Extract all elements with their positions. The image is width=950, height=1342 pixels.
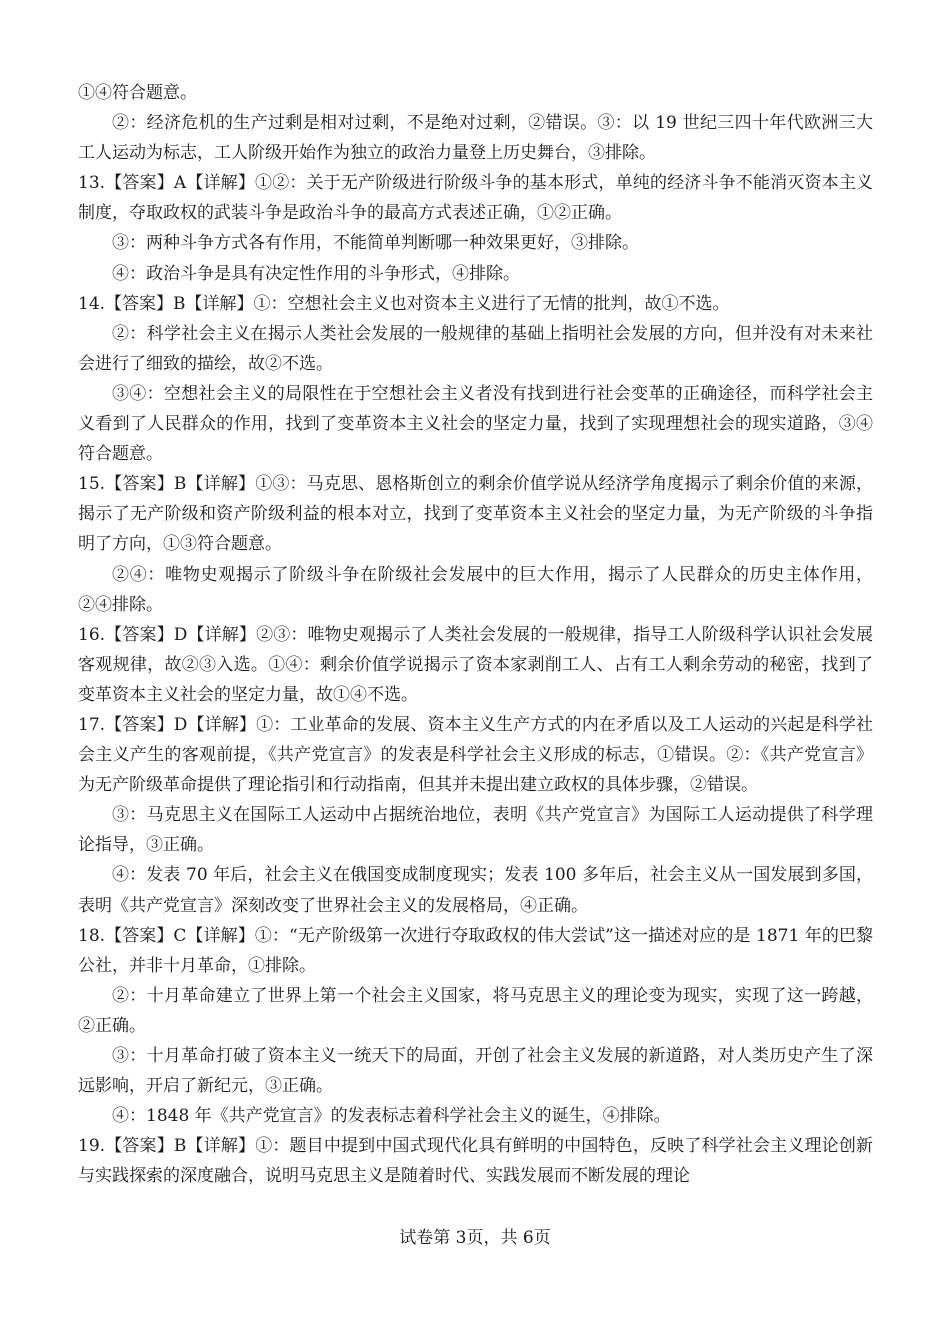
paragraph: ③：十月革命打破了资本主义一统天下的局面，开创了社会主义发展的新道路，对人类历史产生了深远影响，开启了新纪元，③正确。 [78, 1046, 873, 1097]
paragraph: ③：两种斗争方式各有作用，不能简单判断哪一种效果更好，③排除。 [112, 233, 639, 254]
question-19-answer: 19.【答案】B【详解】①：题目中提到中国式现代化具有鲜明的中国特色，反映了科学社会主义理论创新与实践探索的深度融合，说明马克思主义是随着时代、实践发展而不断发展的理论 [78, 1136, 873, 1187]
page-footer: 试卷第 3页，共 6页 [399, 1228, 551, 1248]
paragraph: ③④：空想社会主义的局限性在于空想社会主义者没有找到进行社会变革的正确途径，而科学社会主义看到了人民群众的作用，找到了变革资本主义社会的坚定力量，找到了实现理想社会的现实道路，③④符合题意。 [78, 383, 873, 465]
question-13-answer: 13.【答案】A【详解】①②：关于无产阶级进行阶级斗争的基本形式，单纯的经济斗争不能消灭资本主义制度，夺取政权的武装斗争是政治斗争的最高方式表述正确，①②正确。 [78, 173, 873, 224]
question-14-answer: 14.【答案】B【详解】①：空想社会主义也对资本主义进行了无情的批判，故①不选。 [78, 293, 730, 314]
paragraph: ②：经济危机的生产过剩是相对过剩，不是绝对过剩，②错误。③：以 19 世纪三四十年代欧洲三大工人运动为标志，工人阶级开始作为独立的政治力量登上历史舞台，③排除。 [78, 113, 873, 164]
paragraph: ④：政治斗争是具有决定性作用的斗争形式，④排除。 [112, 263, 520, 284]
question-15-answer: 15.【答案】B【详解】①③：马克思、恩格斯创立的剩余价值学说从经济学角度揭示了剩余价值的来源，揭示了无产阶级和资产阶级利益的根本对立，找到了变革资本主义社会的坚定力量，为无产阶级的斗争指明了方向，①③符合题意。 [78, 474, 873, 555]
paragraph: ②：科学社会主义在揭示人类社会发展的一般规律的基础上指明社会发展的方向，但并没有对未来社会进行了细致的描绘，故②不选。 [78, 323, 873, 374]
paragraph: ③：马克思主义在国际工人运动中占据统治地位，表明《共产党宣言》为国际工人运动提供了科学理论指导，③正确。 [78, 805, 873, 856]
paragraph: ④：1848 年《共产党宣言》的发表标志着科学社会主义的诞生，④排除。 [112, 1106, 671, 1127]
paragraph: ②④：唯物史观揭示了阶级斗争在阶级社会发展中的巨大作用，揭示了人民群众的历史主体作用，②④排除。 [78, 564, 873, 615]
paragraph: ①④符合题意。 [78, 83, 197, 103]
question-18-answer: 18.【答案】C【详解】①：“无产阶级第一次进行夺取政权的伟大尝试”这一描述对应的是 1871 年的巴黎公社，并非十月革命，①排除。 [78, 925, 873, 976]
question-17-answer: 17.【答案】D【详解】①：工业革命的发展、资本主义生产方式的内在矛盾以及工人运动的兴起是科学社会主义产生的客观前提，《共产党宣言》的发表是科学社会主义形成的标志，①错误。②：《共产党宣言》为无产阶级革命提供了理论指引和行动指南，但其并未提出建立政权的具体步骤，②错误。 [78, 714, 873, 796]
answer-explanations [78, 78, 873, 1191]
paragraph: ②：十月革命建立了世界上第一个社会主义国家，将马克思主义的理论变为现实，实现了这一跨越，②正确。 [78, 985, 873, 1036]
question-16-answer: 16.【答案】D【详解】②③：唯物史观揭示了人类社会发展的一般规律，指导工人阶级科学认识社会发展客观规律，故②③入选。①④：剩余价值学说揭示了资本家剥削工人、占有工人剩余劳动的秘密，找到了变革资本主义社会的坚定力量，故①④不选。 [78, 624, 873, 705]
paragraph: ④：发表 70 年后，社会主义在俄国变成制度现实；发表 100 多年后，社会主义从一国发展到多国，表明《共产党宣言》深刻改变了世界社会主义的发展格局，④正确。 [78, 865, 873, 916]
